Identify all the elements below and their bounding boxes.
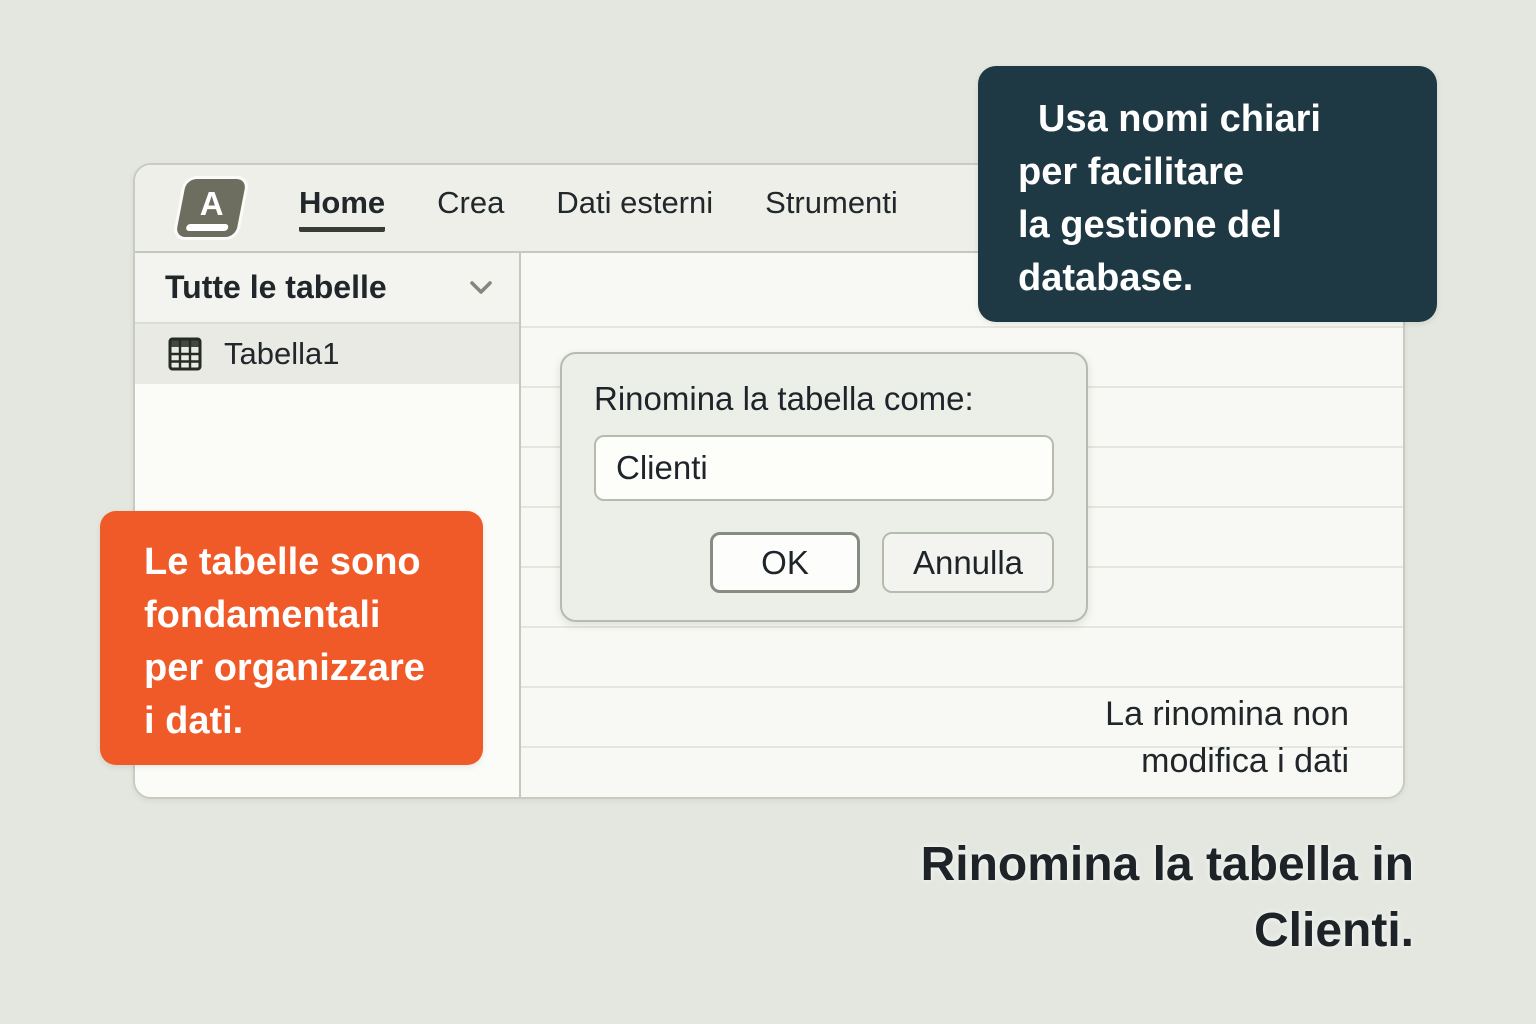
tab-strumenti[interactable]: Strumenti	[765, 184, 898, 220]
text-line: per facilitare	[1018, 151, 1244, 193]
tab-crea[interactable]: Crea	[437, 184, 505, 220]
tab-home[interactable]: Home	[299, 185, 385, 232]
task-caption	[921, 832, 1414, 964]
callout-tip-naming	[978, 66, 1437, 322]
app-icon-letter: A	[199, 185, 224, 222]
text-line: la gestione del	[1018, 204, 1282, 246]
ribbon-tabs	[299, 185, 898, 232]
dialog-title: Rinomina la tabella come:	[594, 380, 974, 417]
all-tables-label: Tutte le tabelle	[165, 269, 387, 305]
app-icon-stripe	[186, 224, 229, 231]
caption-line: Clienti.	[1253, 904, 1414, 957]
text-line: per organizzare	[144, 647, 425, 689]
rename-note-line: La rinomina non	[1105, 695, 1349, 733]
ok-button[interactable]: OK	[710, 532, 860, 593]
table-item-label: Tabella1	[224, 336, 340, 371]
text-line: database.	[1018, 257, 1194, 299]
dialog-buttons	[594, 532, 1054, 593]
caption-line: Rinomina la tabella in	[920, 838, 1414, 891]
table-row-line	[521, 626, 1403, 628]
sidebar-item-tabella1[interactable]	[135, 324, 519, 384]
text-line: Usa nomi chiari	[1038, 98, 1321, 140]
all-tables-dropdown[interactable]	[135, 253, 519, 324]
text-line: fondamentali	[144, 594, 381, 636]
table-row-line	[521, 326, 1403, 328]
table-icon	[168, 337, 202, 371]
table-row-line	[521, 686, 1403, 688]
text-line: i dati.	[144, 700, 244, 742]
rename-note	[1105, 691, 1349, 785]
text-line: Le tabelle sono	[144, 541, 421, 583]
tab-dati-esterni[interactable]: Dati esterni	[556, 184, 714, 220]
rename-note-line: modifica i dati	[1141, 742, 1349, 780]
cancel-button[interactable]: Annulla	[882, 532, 1054, 593]
access-book-icon[interactable]	[175, 179, 246, 237]
callout-tip-tables	[100, 511, 483, 765]
rename-dialog	[560, 352, 1088, 622]
chevron-down-icon	[469, 280, 493, 295]
table-name-input[interactable]	[594, 435, 1054, 501]
